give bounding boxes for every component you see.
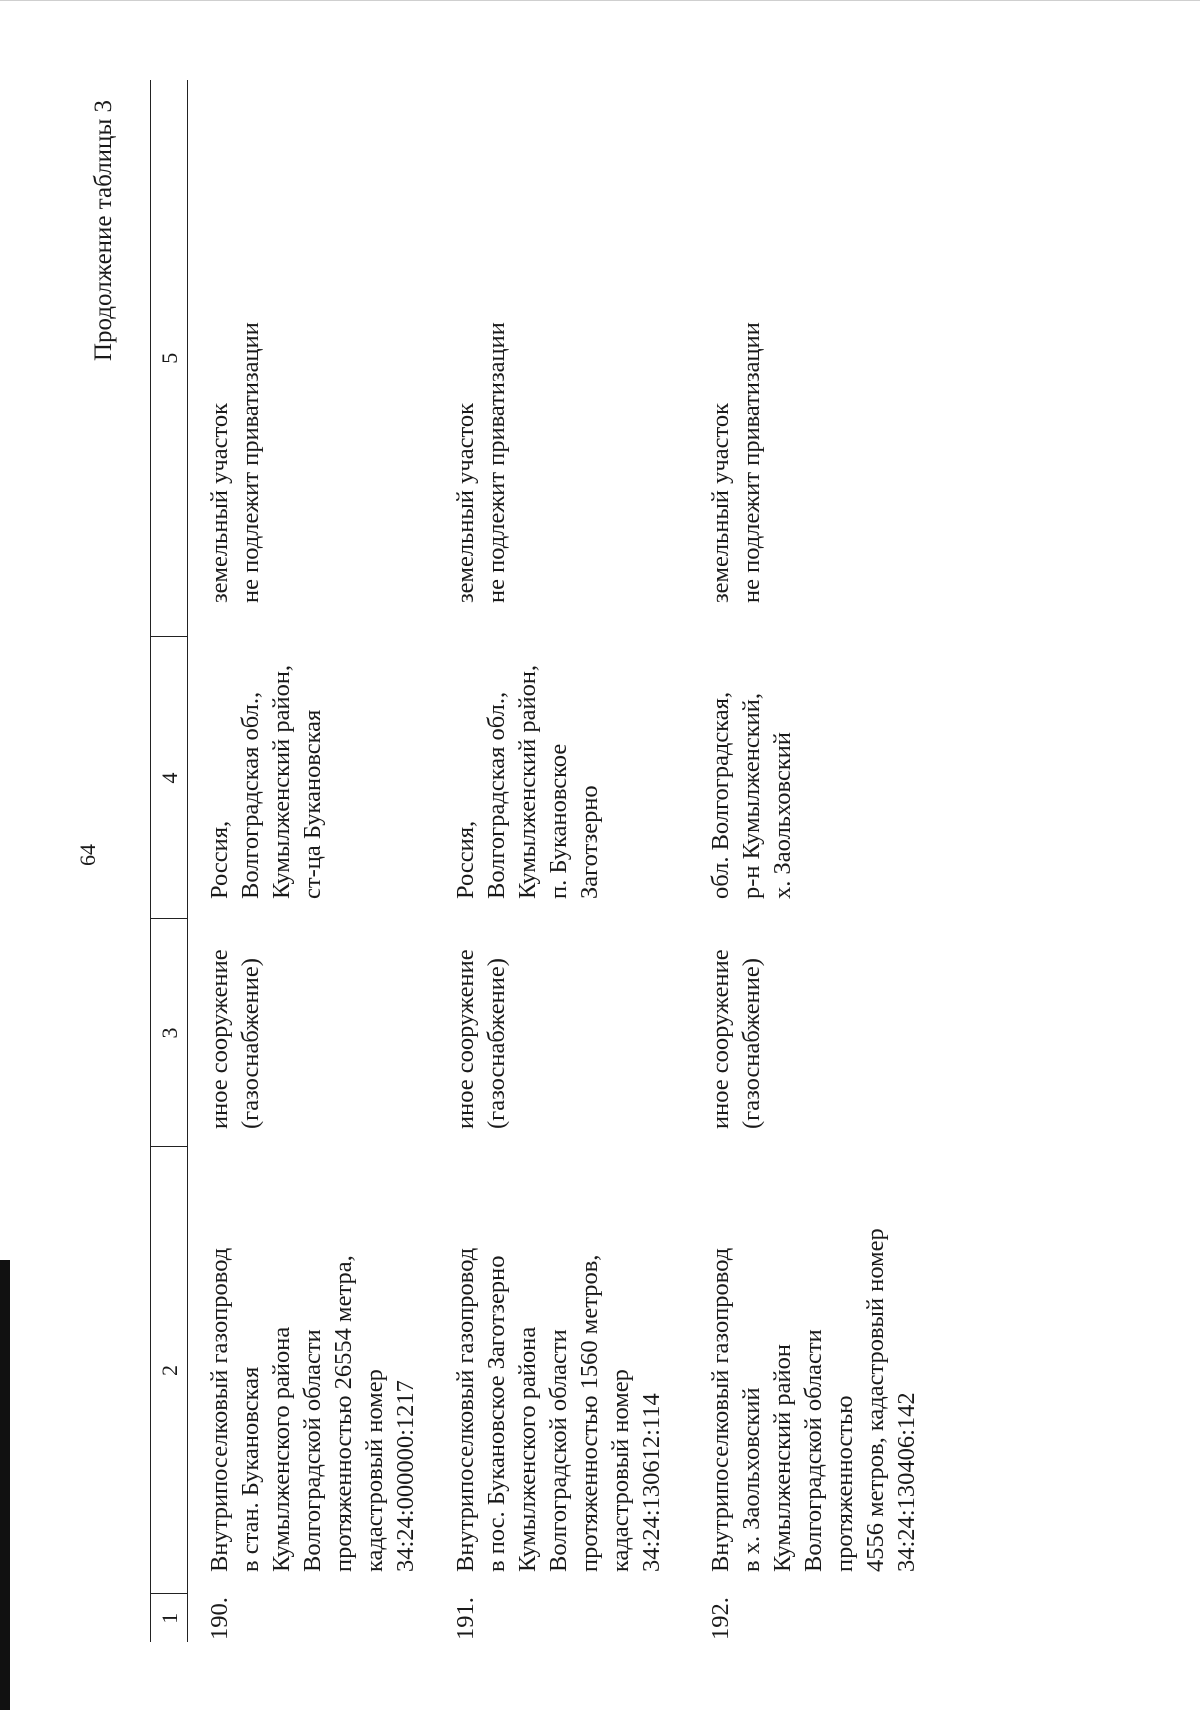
object-type-line: иное сооружение: [452, 949, 479, 1129]
object-type: [705, 919, 995, 1147]
address-line: Волгоградская обл.,: [483, 691, 510, 899]
address-line: Россия,: [206, 820, 233, 899]
object-note: [188, 80, 451, 637]
object-name-line: в х. Заольховский: [738, 1387, 765, 1572]
property-table: [150, 80, 995, 1642]
address-line: п. Букановское: [545, 743, 572, 899]
object-name-line: кадастровый номер: [607, 1369, 634, 1572]
row-number: 191.: [452, 1597, 479, 1640]
object-note: [705, 80, 995, 637]
address-line: р-н Кумылженский,: [738, 693, 765, 899]
table-row: [188, 80, 451, 1642]
page-number: 64: [75, 844, 100, 866]
header-col-4: 4: [151, 637, 188, 919]
object-name-line: протяженностью: [831, 1395, 858, 1572]
note-line: земельный участок: [206, 403, 233, 603]
note-line: не подлежит приватизации: [738, 322, 765, 603]
object-name-line: Волгоградской области: [299, 1329, 326, 1572]
object-name-line: 34:24:130406:142: [893, 1392, 920, 1572]
table: [150, 80, 995, 1642]
object-type: [450, 919, 705, 1147]
object-type: [188, 919, 451, 1147]
object-name-line: Кумылженского района: [268, 1326, 295, 1572]
table-row: [450, 80, 705, 1642]
note-line: земельный участок: [707, 403, 734, 603]
object-name-line: Внутрипоселковый газопровод: [206, 1247, 233, 1572]
address-line: Волгоградская обл.,: [237, 691, 264, 899]
object-name-line: кадастровый номер: [361, 1369, 388, 1572]
address-line: Кумылженский район,: [268, 664, 295, 899]
address-line: Кумылженский район,: [514, 664, 541, 899]
address-line: обл. Волгоградская,: [707, 691, 734, 899]
address-line: ст-ца Букановская: [299, 709, 326, 899]
object-name-line: 34:24:000000:1217: [392, 1380, 419, 1572]
note-line: земельный участок: [452, 403, 479, 603]
note-line: не подлежит приватизации: [237, 322, 264, 603]
object-name-line: в стан. Букановская: [237, 1366, 264, 1572]
row-number: 192.: [707, 1597, 734, 1640]
object-address: [705, 637, 995, 919]
note-line: не подлежит приватизации: [483, 322, 510, 603]
object-name-line: Кумылженский район: [769, 1344, 796, 1572]
object-name-line: протяженностью 26554 метра,: [330, 1255, 357, 1572]
address-line: Заготзерно: [576, 785, 603, 899]
header-col-1: 1: [151, 1594, 188, 1642]
object-name-line: Внутрипоселковый газопровод: [707, 1247, 734, 1572]
header-col-5: 5: [151, 80, 188, 637]
object-address: [188, 637, 451, 919]
object-type-line: (газоснабжение): [483, 958, 510, 1129]
object-name-line: в пос. Букановское Заготзерно: [483, 1255, 510, 1572]
continuation-title: Продолжение таблицы 3: [90, 100, 117, 362]
object-name-line: Волгоградской области: [800, 1329, 827, 1572]
object-name-line: протяженностью 1560 метров,: [576, 1254, 603, 1572]
object-name-line: Внутрипоселковый газопровод: [452, 1247, 479, 1572]
object-type-line: (газоснабжение): [738, 958, 765, 1129]
table-row: [705, 80, 995, 1642]
address-line: Россия,: [452, 820, 479, 899]
row-number: 190.: [206, 1597, 233, 1640]
object-type-line: (газоснабжение): [237, 958, 264, 1129]
object-name-line: 34:24:130612:114: [638, 1393, 665, 1572]
object-name-line: Волгоградской области: [545, 1329, 572, 1572]
object-name: [188, 1147, 451, 1594]
object-name-line: 4556 метров, кадастровый номер: [862, 1228, 889, 1572]
object-address: [450, 637, 705, 919]
header-col-2: 2: [151, 1147, 188, 1594]
object-note: [450, 80, 705, 637]
header-col-3: 3: [151, 919, 188, 1147]
object-type-line: иное сооружение: [707, 949, 734, 1129]
object-name: [450, 1147, 705, 1594]
object-type-line: иное сооружение: [206, 949, 233, 1129]
header-row: [151, 80, 188, 1642]
address-line: х. Заольховский: [769, 732, 796, 899]
object-name: [705, 1147, 995, 1594]
object-name-line: Кумылженского района: [514, 1326, 541, 1572]
